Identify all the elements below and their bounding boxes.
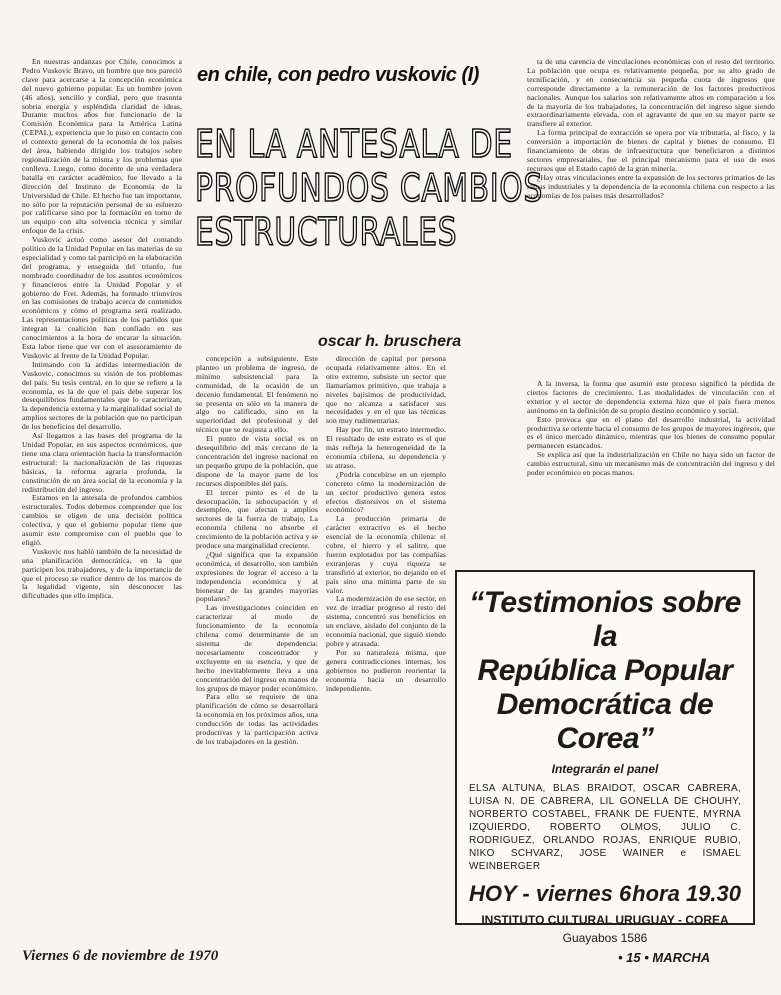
paragraph: Vuskovic nos habló también de la necesidad de una planificación democrática, en la que participen los trabajadores, y de la importancia de que el proceso se realice dentro de los marcos de la legalidad vigente, sin desconocer las dificultades que ello implica. xyxy=(22,546,182,601)
paragraph: Se explica así que la industrialización en Chile no haya sido un factor de cambio estructural, sino un mecanismo más de concentración del ingreso y del poder económico en pocas manos. xyxy=(527,450,775,478)
ad-panelist-names: ELSA ALTUNA, BLAS BRAIDOT, OSCAR CABRERA, LUISA N. DE CABRERA, LIL GONELLA DE CHOUHY, NORBERTO COSTABEL, FRANK DE FUENTE, MYRNA IZQUIERDO, ROBERTO OLMOS, JULIO C. RODRIGUEZ, ORLANDO ROJAS, ENRIQUE RUBIO, NIKO SCHVARZ, JOSE WAINER e ISMAEL WEINBERGER xyxy=(469,783,741,872)
event-advertisement xyxy=(455,570,755,945)
ad-title-line: República Popular xyxy=(477,654,733,687)
ad-panel-label: Integrarán el panel xyxy=(551,762,659,776)
paragraph: La forma principal de extracción se opera por vía tributaria, al fisco, y la conversión a importación de bienes de capital y bienes de consumo. El financiamiento de obras de infraestructura que beneficiaron a distintos sectores empresariales, fue el principal mecanismo para el uso de esos recursos que el Estado captó de la gran minería. xyxy=(527,128,775,173)
paragraph: Vuskovic actuó como asesor del comando político de la Unidad Popular en las materias de su especialidad y como tal participó en la elaboración del programa, y enseguida del triunfo, fue nombrado coordinador de los asuntos económicos y financieros entre la Unidad Popular y el gobierno de Frei. Además, ha formado triunviros en las comisiones de trabajo acerca de contenidos económicos y cómo el programa será realizado. Las representaciones políticas de los partidos que integran la coalición han confiado en sus conocimientos a la hora de encarar la situación. Esta labor tiene que ver con el asesoramiento de Vuskovic al frente de la Unidad Popular. xyxy=(22,235,182,360)
footer-date: Viernes 6 de noviembre de 1970 xyxy=(22,948,219,964)
paragraph: El tercer punto es el de la desocupación, la subocupación y el desempleo, que afectan a amplios sectores de la fuerza de trabajo. La economía chilena no absorbe el crecimiento de la población activa y se produce una marginalidad creciente. xyxy=(196,487,318,551)
article-byline: oscar h. bruschera xyxy=(318,333,462,350)
paragraph: dirección de capital por persona ocupada relativamente altos. En el otro extremo, subsiste un sector que llamaríamos primitivo, que trabaja a niveles bajísimos de productividad, que no alcanza a satisfacer sus necesidades y en el que las técnicas son muy rudimentarias. xyxy=(326,355,446,426)
ad-title-line: “Testimonios sobre la xyxy=(469,586,741,653)
paragraph: Esto provoca que en el plano del desarrollo industrial, la actividad productiva se oriente hacia el consumo de los grupos de mayores ingresos, que es el único mercado dinámico, mientras que los bienes de consumo popular permanecen estancados. xyxy=(527,414,775,451)
paragraph: La modernización de ese sector, en vez de irradiar progreso al resto del sistema, concentró sus beneficios en un enclave, aislado del conjunto de la economía nacional, que siguió siendo pobre y atrasada. xyxy=(326,594,446,648)
body-column-4-continued xyxy=(527,380,775,560)
paragraph: Así llegamos a las bases del programa de la Unidad Popular, en sus aspectos económicos, que tiene una clara orientación hacia la transformación estructural: la nacionalización de las riquezas básicas, la reforma agraria profunda, la constitución de un área social de la economía y la redistribución del ingreso. xyxy=(22,431,182,494)
paragraph: A la inversa, la forma que asumió este proceso significó la pérdida de ciertos factores de crecimiento. Las modalidades de vinculación con el exterior y el sector de dependencia externa hizo que el país fuera menos autónomo en la definición de su propio destino económico y social. xyxy=(527,380,775,415)
ad-schedule xyxy=(469,881,741,907)
paragraph: Las investigaciones coinciden en caracterizar al modo de funcionamiento de la economía chilena como determinante de un sistema de dependencia: necesariamente concentrador y excluyente en su esencia, y que de hecho inevitablemente lleva a una concentración del ingreso en manos de los grupos de mayor poder económico. xyxy=(196,603,318,693)
ad-title xyxy=(457,586,753,756)
paragraph: Para ello se requiere de una planificación de cómo se desarrollará la economía en los próximos años, una conducción de todas las actividades productivas y la participación activa de los trabajadores en la gestión. xyxy=(196,692,318,746)
ad-day: HOY - viernes 6 xyxy=(469,881,632,906)
body-column-1 xyxy=(22,58,182,938)
paragraph: concepción a subsiguiente. Este planteo un problema de ingreso, de mínimo subsistencial para la comunidad, de la ocasión de un decenio fundamental. El fenómeno no se presenta en sólo en la manera de algo no calificado, sino en la superioridad del profesional y del técnico que se reajusta a ello. xyxy=(196,355,318,435)
paragraph: ¿Podría concebirse en un ejemplo concreto cómo la modernización de un sector productivo genera estos efectos distorsivos en el sistema económico? xyxy=(326,469,446,515)
paragraph: Intimando con la ardidas intermediación de Vuskovic, conocimos su visión de los problemas del país. Su tesis central, en lo que se refiere a la economía, es la de que el país debe superar los desequilibrios fundamentales que lo caracterizan, la dependencia externa y la marginalidad social de amplios sectores de la población que no participan de los beneficios del desarrollo. xyxy=(22,359,182,432)
article-kicker: en chile, con pedro vuskovic (I) xyxy=(197,64,479,86)
paragraph: ¿Hay otras vinculaciones entre la expansión de los sectores primarios de las ramas industriales y la dependencia de la economía chilena con respecto a las economías de los países más desarrollados? xyxy=(527,172,775,200)
paragraph: Estamos en la antesala de profundos cambios estructurales. Todos debemos comprender que los cambios se eligen de una decisión política colectiva, y que el gobierno popular tiene que asumir este compromiso con el pueblo que lo eligió. xyxy=(22,493,182,547)
paragraph: Por su naturaleza misma, que genera contradicciones internas, los gobiernos no pudieron reorientar la economía hacia un desarrollo independiente. xyxy=(326,647,446,693)
ad-title-line: Democrática de Corea” xyxy=(496,688,714,755)
paragraph: ta de una carencia de vinculaciones económicas con el resto del territorio. La población que ocupa es relativamente pequeña, por su alto grado de tecnificación, y en consecuencia su pequeña cuota de ingresos que corresponde directamente a la remuneración de los factores productivos nacionales. Aunque los salarios son relativamente altos en comparación a los de la mayoría de los trabajadores, la concentración del ingreso sigue siendo extraordinariamente elevada, con el agravante de que en su mayor parte se transfiere al exterior. xyxy=(527,58,775,129)
paragraph: Hay por fin, un estrato intermedio. El resultado de este estrato es el que más refleja la heterogeneidad de la economía chilena, su dependencia y su atraso. xyxy=(326,425,446,470)
headline-line: PROFUNDOS CAMBIOS xyxy=(195,166,544,210)
ad-venue: INSTITUTO CULTURAL URUGUAY - COREA xyxy=(481,913,729,927)
headline-line: ESTRUCTURALES xyxy=(195,210,458,254)
ad-time: hora 19.30 xyxy=(632,881,741,906)
body-column-2 xyxy=(196,355,318,940)
headline-line: EN LA ANTESALA DE xyxy=(195,122,513,166)
paragraph: La producción primaria de carácter extractivo es el hecho esencial de la economía chilena: el cobre, el hierro y el salitre, que fueron explotados por las compañías extranjeras y cuya riqueza se transfirió al exterior, no dejando en el país sino una mínima parte de su valor. xyxy=(326,514,446,595)
body-column-3 xyxy=(326,355,446,940)
paragraph: El punto de vista social es un desequilibrio del más cercano de la concentración del ingreso nacional en un pequeño grupo de la población, que dispone de la mayor parte de los recursos disponibles del país. xyxy=(196,434,318,488)
ad-address: Guayabos 1586 xyxy=(562,931,648,945)
paragraph: En nuestras andanzas por Chile, conocimos a Pedro Vuskovic Bravo, un hombre que nos pareció clave para acercarse a la concepción económica del nuevo gobierno popular. Es un hombre joven (46 años), sencillo y cordial, pero que trasunta sobria energía y espléndida claridad de ideas. Durante muchos años fue funcionario de la Comisión Económica para la América Latina (CEPAL), experiencia que lo puso en contacto con el contexto general de la economía de los países del área, habiendo dirigido los trabajos sobre regionalización de la misma y los problemas que conlleva. Luego, como docente de una verdadera batalla en carácter académico, fue llevado a la dirección del Instituto de Economía de la Universidad de Chile. El hecho fue tan importante, no sólo por la reputación personal de su esfuerzo por calificarse sino por la formación en torno de un equipo con alta solvencia técnica y similar enfoque de la crisis. xyxy=(22,58,182,236)
footer-page-number: • 15 • MARCHA xyxy=(618,950,711,965)
paragraph: ¿Qué significa que la expansión económica, el desarrollo, son también expresiones de lograr el acceso a la independencia económica y al bienestar de las grandes mayorías populares? xyxy=(196,549,318,604)
article-headline xyxy=(195,122,544,254)
